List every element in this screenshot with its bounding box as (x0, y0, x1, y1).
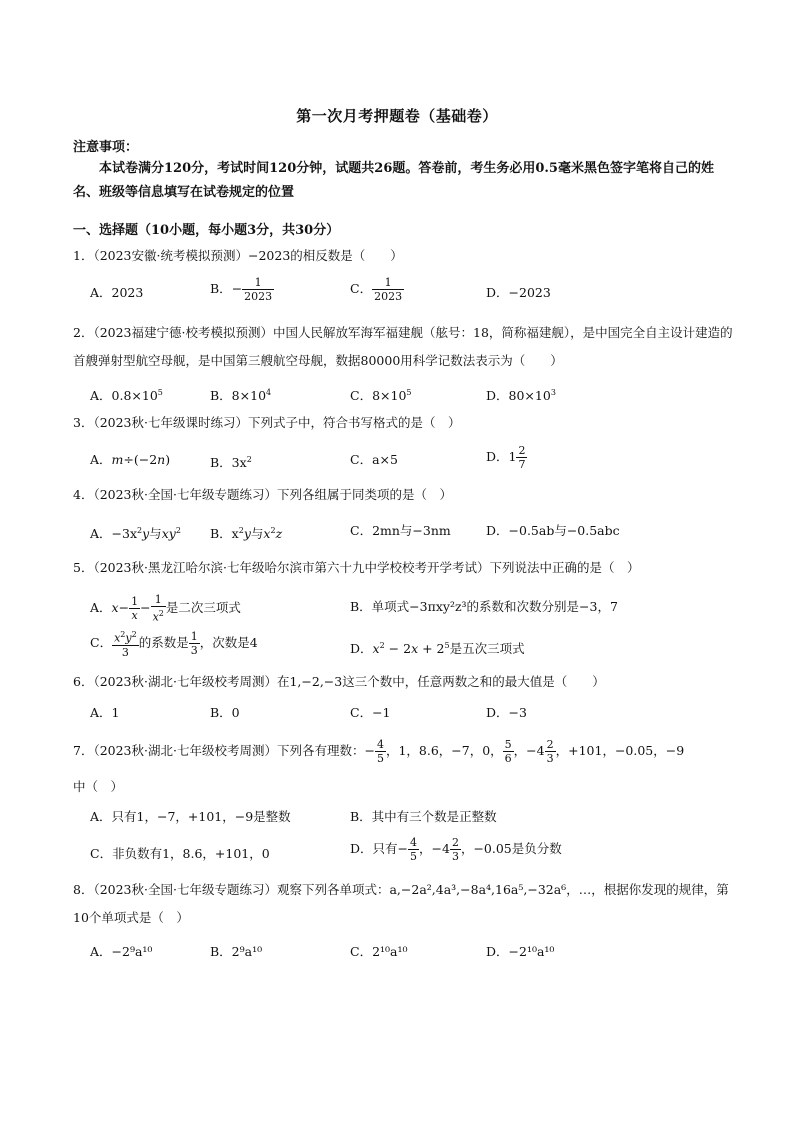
q6-option-b: B．0 (210, 705, 240, 720)
q4-option-b: B．$x^2y$与$x^2z$ (210, 526, 283, 542)
q2-option-a: A．$0.8\times 10^5$ (90, 388, 163, 404)
q2-option-c: C．$8\times 10^5$ (350, 388, 412, 404)
question-2-stem: 2．（2023福建宁德·校考模拟预测）中国人民解放军海军福建舰（舷号：18，简称福建舰），是中国完全自主设计建造的首艘弹射型航空母舰，是中国第三艘航空母舰，数据80000用科学记数法表示为（ ） (73, 325, 733, 368)
q5-option-a: A．x− $\frac{1}{x}$ − $\frac{1}{x^2}$ 是二次三项式 (90, 593, 241, 624)
q6-option-d: D．−3 (486, 705, 527, 720)
notice-body: 本试卷满分120分，考试时间120分钟，试题共26题。答卷前，考生务必用0.5毫米黑色签字笔将自己的姓名、班级等信息填写在试卷规定的位置 (73, 161, 714, 200)
q7-option-a: A．只有1，−7，+101，−9是整数 (90, 809, 291, 824)
question-5-stem: 5．（2023秋·黑龙江哈尔滨·七年级哈尔滨市第六十九中学校校考开学考试）下列说法中正确的是（ ） (73, 560, 640, 575)
q7-option-c: C．非负数有1，8.6，+101，0 (90, 846, 270, 861)
q6-option-a: A．1 (90, 705, 120, 720)
q3-option-a: A．m÷(−2n) (90, 452, 171, 467)
question-3-stem: 3．（2023秋·七年级课时练习）下列式子中，符合书写格式的是（ ） (73, 415, 461, 430)
q7-option-d: D．只有− $\frac{4}{5}$ ，−4 $\frac{2}{3}$ ，−0.05是负分数 (350, 836, 562, 863)
question-1-stem: 1．（2023安徽·统考模拟预测）−2023的相反数是（ ） (73, 248, 403, 263)
q2-option-d: D．$80\times 10^3$ (486, 388, 556, 404)
page-title: 第一次月考押题卷（基础卷） (296, 107, 498, 125)
q5-option-c: C． $\frac{x^2y^2}{3}$ 的系数是 $\frac{1}{3}$ ，次数是4 (90, 629, 258, 659)
section-heading: 一、选择题（10小题，每小题3分，共30分） (73, 223, 340, 238)
q5-option-b: B．单项式−3πxy²z³的系数和次数分别是−3，7 (350, 599, 618, 614)
q5-option-d: D．$x^2 - 2x + 2^5$是五次三项式 (350, 641, 525, 657)
q8-option-c: C．2¹⁰a¹⁰ (350, 944, 408, 959)
q1-option-b: B．− $\frac{1}{2023}$ (210, 276, 273, 303)
q1-option-d: D．−2023 (486, 285, 551, 300)
question-4-stem: 4．（2023秋·全国·七年级专题练习）下列各组属于同类项的是（ ） (73, 487, 452, 502)
q8-option-b: B．2⁹a¹⁰ (210, 944, 263, 959)
q4-option-a: A．$-3x^2y$与$xy^2$ (90, 526, 181, 542)
question-7-stem-end: 中（ ） (73, 779, 124, 794)
q8-option-d: D．−2¹⁰a¹⁰ (486, 944, 555, 959)
q8-option-a: A．−2⁹a¹⁰ (90, 944, 153, 959)
q6-option-c: C．−1 (350, 705, 391, 720)
question-8-stem: 8．（2023秋·全国·七年级专题练习）观察下列各单项式：a,−2a²,4a³,−8a⁴,16a⁵,−32a⁶，…，根据你发现的规律，第10个单项式是（ ） (73, 882, 729, 925)
question-6-stem: 6．（2023秋·湖北·七年级校考周测）在1,−2,−3这三个数中，任意两数之和的最大值是（ ） (73, 674, 605, 689)
q3-option-b: B．$3x^2$ (210, 455, 252, 471)
notice-heading: 注意事项： (73, 140, 139, 155)
q3-option-d: D．1 $\frac{2}{7}$ (486, 444, 526, 471)
q2-option-b: B．$8\times 10^4$ (210, 388, 272, 404)
q1-option-a: A．2023 (90, 285, 144, 300)
q4-option-d: D．−0.5ab与−0.5abc (486, 523, 620, 538)
q1-option-c: C． $\frac{1}{2023}$ (350, 276, 403, 303)
q3-option-c: C．a×5 (350, 452, 398, 467)
question-7-stem: 7．（2023秋·湖北·七年级校考周测）下列各有理数：− $\frac{4}{5}$ ，1，8.6，−7，0， $\frac{5}{6}$ ，−4 $\frac{2}{3}$ ，+101，−0.05，−9 (73, 738, 685, 765)
q7-option-b: B．其中有三个数是正整数 (350, 809, 497, 824)
q4-option-c: C．2mn与−3nm (350, 523, 451, 538)
